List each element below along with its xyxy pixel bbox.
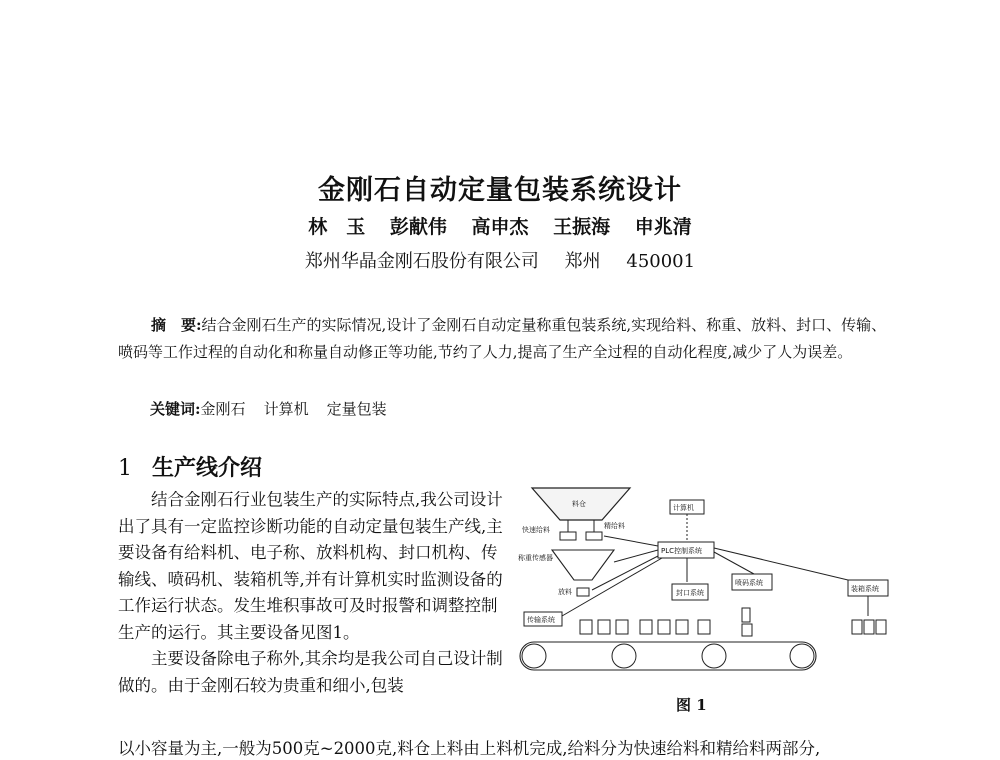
roller bbox=[612, 644, 636, 668]
bag bbox=[658, 620, 670, 634]
section-heading bbox=[118, 451, 262, 482]
conveyor-belt bbox=[520, 642, 816, 670]
author: 王振海 bbox=[553, 216, 611, 238]
body-paragraph: 主要设备除电子称外,其余均是我公司自己设计制做的。由于金刚石较为贵重和细小,包装 bbox=[118, 649, 503, 695]
label-fast-feed: 快速给料 bbox=[522, 526, 550, 534]
label-plc: PLC控制系统 bbox=[661, 547, 703, 555]
arrow-plc-coding bbox=[714, 552, 754, 574]
bag bbox=[580, 620, 592, 634]
arrow-plc-packing bbox=[714, 548, 848, 580]
body-last-line: 以小容量为主,一般为500克~2000克,料仓上料由上料机完成,给料分为快速给料和精给料两部分, bbox=[118, 739, 821, 758]
label-coding: 喷码系统 bbox=[735, 579, 763, 587]
abstract bbox=[118, 312, 900, 366]
roller bbox=[522, 644, 546, 668]
arrow-plc-feed bbox=[604, 536, 658, 546]
label-seal: 封口系统 bbox=[676, 589, 704, 597]
coding-head bbox=[742, 608, 750, 622]
label-packing: 装箱系统 bbox=[851, 585, 879, 593]
author: 林 玉 bbox=[308, 216, 366, 238]
fine-feeder-box bbox=[586, 532, 602, 540]
arrow-plc-discharge bbox=[592, 556, 658, 590]
keywords-label: 关键词: bbox=[150, 400, 201, 418]
affiliation-org: 郑州华晶金刚石股份有限公司 bbox=[304, 251, 539, 272]
box bbox=[864, 620, 874, 634]
author: 高申杰 bbox=[471, 216, 529, 238]
figure-1 bbox=[518, 480, 900, 680]
keyword: 金刚石 bbox=[200, 400, 246, 418]
label-computer: 计算机 bbox=[673, 504, 694, 512]
affiliation bbox=[0, 247, 1000, 273]
author: 彭献伟 bbox=[389, 216, 447, 238]
bag bbox=[676, 620, 688, 634]
section-title: 生产线介绍 bbox=[152, 455, 263, 481]
arrow-plc-convey bbox=[562, 558, 662, 616]
system-diagram bbox=[518, 480, 900, 680]
weigh-funnel bbox=[552, 550, 614, 580]
label-convey: 传输系统 bbox=[527, 616, 555, 624]
bag bbox=[598, 620, 610, 634]
label-fine-feed: 精给料 bbox=[604, 522, 625, 530]
roller bbox=[790, 644, 814, 668]
body-paragraph: 结合金刚石行业包装生产的实际特点,我公司设计出了具有一定监控诊断功能的自动定量包装生产线,主要设备有给料机、电子称、放料机构、封口机构、传输线、喷码机、装箱机等,并有计算机实时监测设备的工作运行状态。发生堆积事故可及时报警和调整控制生产的运行。其主要设备见图1。 bbox=[118, 490, 503, 642]
author-list bbox=[0, 212, 1000, 239]
affiliation-zip: 450001 bbox=[626, 251, 696, 272]
section-number: 1 bbox=[118, 456, 132, 481]
abstract-label: 摘 要: bbox=[151, 316, 202, 334]
label-weigh-sensor: 称重传感器 bbox=[518, 554, 553, 562]
author: 申兆清 bbox=[634, 216, 692, 238]
keywords bbox=[150, 398, 405, 419]
box bbox=[852, 620, 862, 634]
bag bbox=[698, 620, 710, 634]
fast-feeder-box bbox=[560, 532, 576, 540]
box bbox=[876, 620, 886, 634]
keyword: 计算机 bbox=[263, 400, 309, 418]
bag bbox=[640, 620, 652, 634]
discharge-box bbox=[577, 588, 589, 596]
paper-title: 金刚石自动定量包装系统设计 bbox=[318, 175, 682, 206]
abstract-text: 结合金刚石生产的实际情况,设计了金刚石自动定量称重包装系统,实现给料、称重、放料、封口、传输、喷码等工作过程的自动化和称量自动修正等功能,节约了人力,提高了生产全过程的自动化程度,减少了人为误差。 bbox=[118, 316, 887, 361]
affiliation-city: 郑州 bbox=[564, 251, 601, 272]
keyword: 定量包装 bbox=[326, 400, 387, 418]
label-hopper: 料仓 bbox=[572, 500, 586, 508]
roller bbox=[702, 644, 726, 668]
body-column bbox=[118, 487, 510, 699]
label-discharge: 放料 bbox=[558, 588, 572, 596]
figure-caption: 图 1 bbox=[676, 696, 707, 714]
arrow-plc-weigh bbox=[614, 550, 658, 562]
bag bbox=[742, 624, 752, 636]
bag bbox=[616, 620, 628, 634]
